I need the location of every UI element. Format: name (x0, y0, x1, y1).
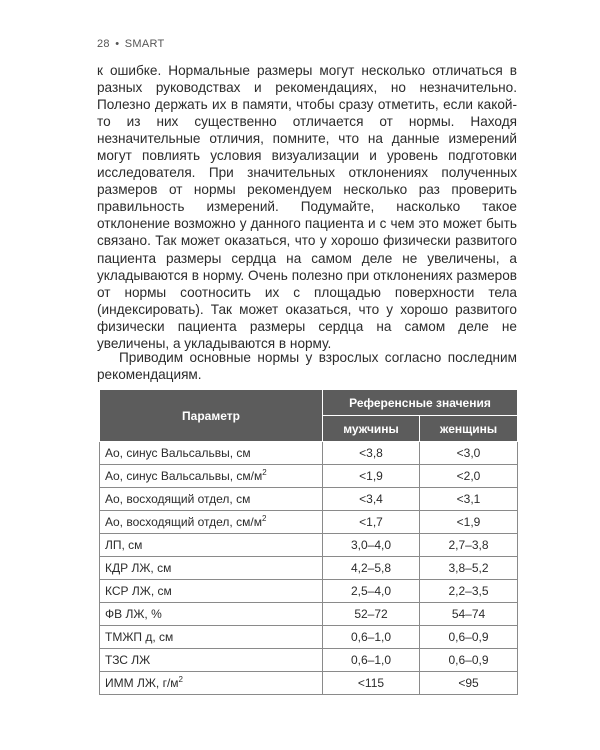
parameter-cell: ТЗС ЛЖ (100, 649, 323, 672)
women-value-cell: 2,2–3,5 (420, 580, 518, 603)
women-value-cell: 2,7–3,8 (420, 534, 518, 557)
men-value-cell: <1,7 (323, 511, 420, 534)
reference-values-table (99, 389, 518, 695)
intro-paragraph: Приводим основные нормы у взрослых согласно последним рекомендациям. (97, 350, 517, 383)
men-value-cell: <3,4 (323, 488, 420, 511)
table-row (100, 672, 518, 695)
header-reference-values: Референсные значения (323, 390, 518, 416)
running-head (97, 38, 165, 50)
table-row (100, 534, 518, 557)
table-row (100, 511, 518, 534)
parameter-cell: ФВ ЛЖ, % (100, 603, 323, 626)
men-value-cell: 0,6–1,0 (323, 649, 420, 672)
women-value-cell: 54–74 (420, 603, 518, 626)
women-value-cell: 0,6–0,9 (420, 626, 518, 649)
header-men: мужчины (323, 416, 420, 442)
parameter-cell: КСР ЛЖ, см (100, 580, 323, 603)
men-value-cell: <115 (323, 672, 420, 695)
page-number: 28 (97, 38, 110, 50)
women-value-cell: <95 (420, 672, 518, 695)
table-row (100, 557, 518, 580)
parameter-cell: ЛП, см (100, 534, 323, 557)
men-value-cell: 4,2–5,8 (323, 557, 420, 580)
parameter-cell: Ао, восходящий отдел, см (100, 488, 323, 511)
header-parameter: Параметр (100, 390, 323, 442)
parameter-cell: ТМЖП д, см (100, 626, 323, 649)
parameter-cell: Ао, синус Вальсальвы, см (100, 442, 323, 465)
parameter-cell: КДР ЛЖ, см (100, 557, 323, 580)
women-value-cell: <2,0 (420, 465, 518, 488)
women-value-cell: 0,6–0,9 (420, 649, 518, 672)
table-row (100, 626, 518, 649)
table-row (100, 580, 518, 603)
body-paragraph: к ошибке. Нормальные размеры могут несколько отличаться в разных руководствах и рекомендациях, но незначительно. Полезно держать их в памяти, чтобы сразу отметить, если какой-то из них существенно отличается от нормы. Находя незначительные отличия, помните, что на данные измерений могут повлиять условия визуализации и уровень подготовки исследователя. При значительных отклонениях полученных размеров от нормы рекомендуем несколько раз проверить правильность измерений. Подумайте, насколько такое отклонение возможно у данного пациента и с чем это может быть связано. Так может оказаться, что у хорошо физически развитого пациента размеры сердца на самом деле не увеличены, а укладываются в норму. Очень полезно при отклонениях размеров от нормы соотносить их с площадью поверхности тела (индексировать). Так может оказаться, что у хорошо развитого физически пациента размеры сердца на самом деле не увеличены, а укладываются в норму. (97, 63, 517, 351)
parameter-cell: Ао, восходящий отдел, $см/м^2$ (100, 511, 323, 534)
header-separator: • (115, 38, 120, 50)
men-value-cell: 52–72 (323, 603, 420, 626)
series-name: SMART (124, 38, 165, 50)
women-value-cell: <3,0 (420, 442, 518, 465)
parameter-cell: Ао, синус Вальсальвы, $см/м^2$ (100, 465, 323, 488)
parameter-cell: ИММ ЛЖ, $г/м^2$ (100, 672, 323, 695)
men-value-cell: 0,6–1,0 (323, 626, 420, 649)
table-row (100, 442, 518, 465)
men-value-cell: <1,9 (323, 465, 420, 488)
men-value-cell: 2,5–4,0 (323, 580, 420, 603)
table-row (100, 603, 518, 626)
table-row (100, 649, 518, 672)
table-row (100, 465, 518, 488)
women-value-cell: <1,9 (420, 511, 518, 534)
men-value-cell: <3,8 (323, 442, 420, 465)
table-row (100, 488, 518, 511)
women-value-cell: <3,1 (420, 488, 518, 511)
women-value-cell: 3,8–5,2 (420, 557, 518, 580)
men-value-cell: 3,0–4,0 (323, 534, 420, 557)
header-women: женщины (420, 416, 518, 442)
